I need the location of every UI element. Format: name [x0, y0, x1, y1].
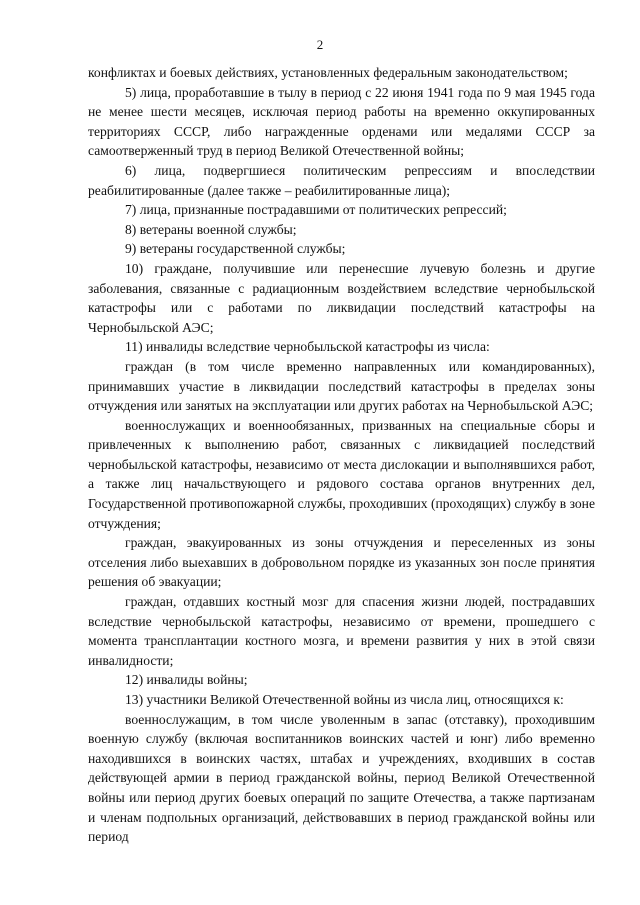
paragraph: 5) лица, проработавшие в тылу в период с 22 июня 1941 года по 9 мая 1945 года не менее шести месяцев, исключая период работы на временно оккупированных территориях СССР, либо награжденные орденами или медалями СССР за самоотверженный труд в период Великой Отечественной войны;	[88, 84, 595, 159]
paragraph: 11) инвалиды вследствие чернобыльской катастрофы из числа:	[125, 339, 490, 355]
paragraph: военнослужащим, в том числе уволенным в запас (отставку), проходившим военную службу (включая воспитанников воинских частей и юнг) либо временно находившихся в воинских частях, штабах и учреждениях, входивших в состав действующей армии в период гражданской войны, период Великой Отечественной войны или период других боевых операций по защите Отечества, а также партизанам и членам подпольных организаций, действовавших в период гражданской войны или период	[88, 711, 595, 845]
paragraph: 12) инвалиды войны;	[125, 672, 248, 688]
paragraph: 13) участники Великой Отечественной войны из числа лиц, относящихся к:	[125, 692, 564, 707]
paragraph: 6) лица, подвергшиеся политическим репрессиям и впоследствии реабилитированные (далее также – реабилитированные лица);	[88, 162, 595, 198]
document-body	[88, 63, 595, 847]
paragraph: граждан, эвакуированных из зоны отчуждения и переселенных из зоны отселения либо выехавших в добровольном порядке из указанных зон после принятия решения об эвакуации;	[88, 535, 595, 590]
paragraph: граждан (в том числе временно направленных или командированных), принимавших участие в ликвидации последствий катастрофы в пределах зоны отчуждения или занятых на эксплуатации или других работах на Чернобыльской АЭС;	[88, 358, 595, 414]
paragraph: граждан, отдавших костный мозг для спасения жизни людей, пострадавших вследствие чернобыльской катастрофы, независимо от времени, прошедшего с момента трансплантации костного мозга, и времени развития у них в этой связи инвалидности;	[88, 594, 595, 668]
paragraph: 9) ветераны государственной службы;	[125, 241, 346, 257]
paragraph: военнослужащих и военнообязанных, призванных на специальные сборы и привлеченных к выполнению работ, связанных с ликвидацией последствий чернобыльской катастрофы, независимо от места дислокации и выполнявшихся работ, а также лиц начальствующего и рядового состава органов внутренних дел, Государственной противопожарной службы, проходивших (проходящих) службу в зоне отчуждения;	[88, 417, 595, 531]
paragraph: 10) граждане, получившие или перенесшие лучевую болезнь и другие заболевания, связанные с радиационным воздействием вследствие чернобыльской катастрофы или с работами по ликвидации последствий катастрофы на Чернобыльской АЭС;	[88, 260, 595, 335]
page-number: 2	[316, 37, 324, 52]
paragraph: 7) лица, признанные пострадавшими от политических репрессий;	[125, 202, 507, 218]
paragraph: конфликтах и боевых действиях, установленных федеральным законодательством;	[88, 65, 568, 80]
paragraph: 8) ветераны военной службы;	[125, 221, 297, 237]
